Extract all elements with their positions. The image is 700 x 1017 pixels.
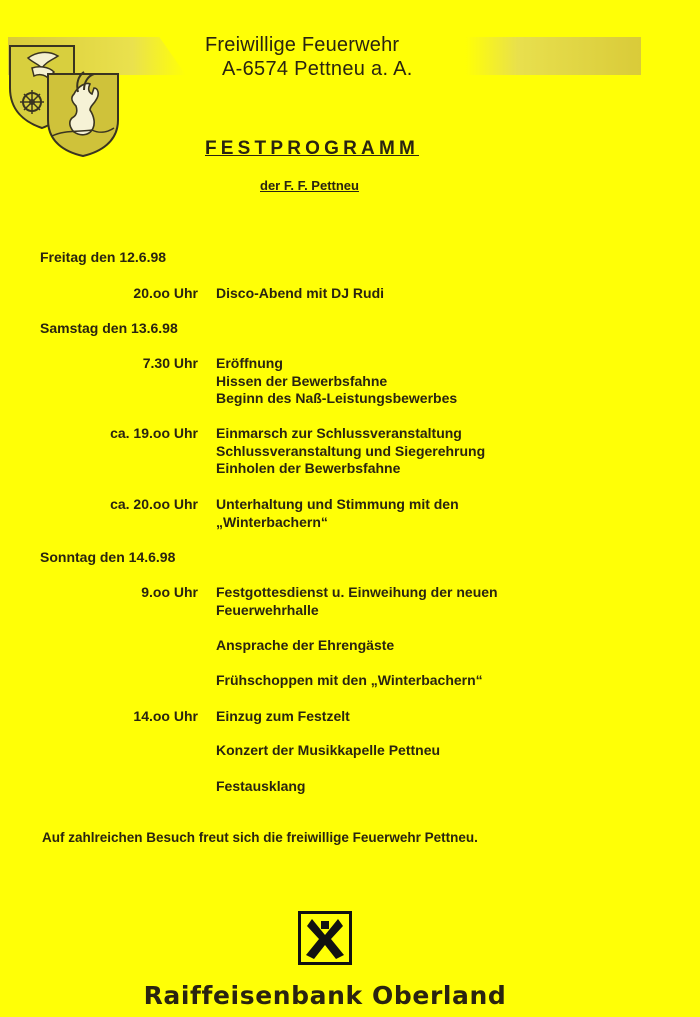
- page-subtitle: der F. F. Pettneu: [260, 178, 359, 193]
- organization-address: A-6574 Pettneu a. A.: [222, 58, 413, 80]
- event-description: [216, 637, 394, 655]
- event-line: Festausklang: [216, 778, 306, 794]
- event-line: Eröffnung: [216, 355, 283, 371]
- event-line: Hissen der Bewerbsfahne: [216, 372, 388, 389]
- event-line: Feuerwehrhalle: [216, 601, 319, 618]
- day-heading-sunday: Sonntag den 14.6.98: [40, 549, 176, 565]
- page-title: FESTPROGRAMM: [205, 138, 420, 159]
- event-line: Unterhaltung und Stimmung mit den: [216, 496, 459, 512]
- event-time: 20.oo Uhr: [133, 285, 198, 301]
- organization-name: Freiwillige Feuerwehr: [205, 34, 400, 56]
- event-line: Konzert der Musikkapelle Pettneu: [216, 742, 441, 758]
- event-time: ca. 19.oo Uhr: [110, 425, 198, 441]
- sponsor-name: Raiffeisenbank Oberland: [143, 981, 507, 1010]
- event-description: [216, 778, 305, 796]
- event-line: Ansprache der Ehrengäste: [216, 637, 395, 653]
- event-line: Beginn des Naß-Leistungsbewerbes: [216, 390, 458, 406]
- event-line: Einzug zum Festzelt: [216, 708, 350, 724]
- event-time: 7.30 Uhr: [142, 355, 198, 371]
- fire-brigade-crest-icon: [8, 44, 120, 158]
- event-description: [216, 584, 498, 619]
- event-line: Frühschoppen mit den „Winterbachern“: [216, 672, 483, 688]
- event-line: Schlussveranstaltung und Siegerehrung: [216, 442, 486, 459]
- header-band-right: [466, 37, 641, 75]
- event-line: Disco-Abend mit DJ Rudi: [216, 285, 385, 301]
- event-line: Einmarsch zur Schlussveranstaltung: [216, 425, 462, 441]
- event-time: ca. 20.oo Uhr: [110, 496, 198, 512]
- event-time: 14.oo Uhr: [133, 708, 198, 724]
- event-description: [216, 425, 485, 478]
- closing-invitation: Auf zahlreichen Besuch freut sich die freiwillige Feuerwehr Pettneu.: [42, 830, 478, 845]
- event-description: [216, 708, 350, 726]
- event-description: [216, 285, 384, 303]
- event-description: [216, 672, 483, 690]
- day-heading-friday: Freitag den 12.6.98: [40, 249, 167, 265]
- event-description: [216, 355, 457, 408]
- event-line: „Winterbachern“: [216, 513, 328, 530]
- event-line: Festgottesdienst u. Einweihung der neuen: [216, 584, 498, 600]
- event-line: Einholen der Bewerbsfahne: [216, 460, 401, 476]
- event-time: 9.oo Uhr: [141, 584, 198, 600]
- event-description: [216, 496, 459, 531]
- day-heading-saturday: Samstag den 13.6.98: [40, 320, 178, 336]
- raiffeisen-gable-cross-icon: [298, 911, 352, 965]
- event-description: [216, 742, 440, 760]
